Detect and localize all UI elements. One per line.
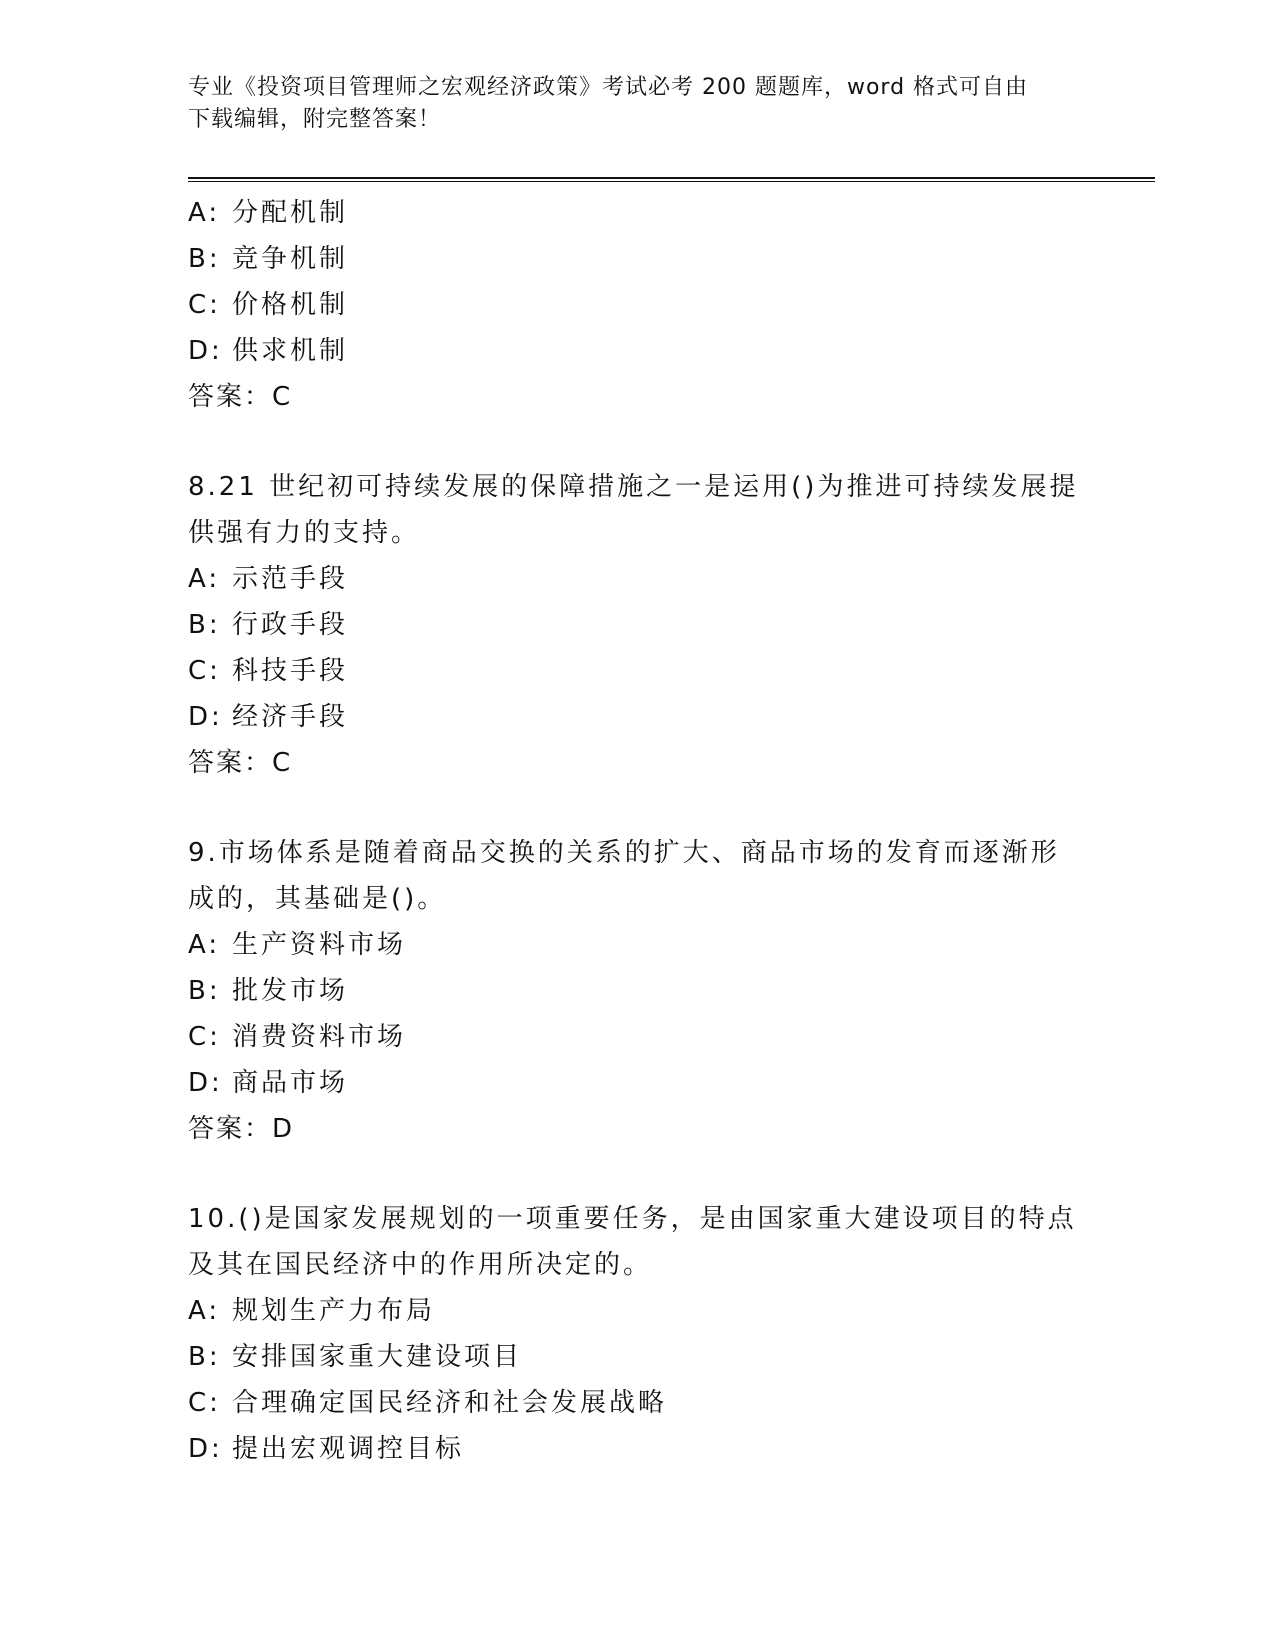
- option-a: [188, 922, 1088, 968]
- option-d: [188, 1060, 1088, 1106]
- option-c: [188, 282, 1088, 328]
- option-text: 示范手段: [232, 564, 349, 594]
- document-header: [188, 72, 1068, 136]
- option-b: [188, 236, 1088, 282]
- option-text: 合理确定国民经济和社会发展战略: [232, 1388, 668, 1418]
- option-text: 分配机制: [232, 198, 349, 228]
- question-stem-line-1: 8.21 世纪初可持续发展的保障措施之一是运用()为推进可持续发展提: [188, 472, 1079, 502]
- option-text: 提出宏观调控目标: [232, 1434, 465, 1464]
- option-b: [188, 1334, 1088, 1380]
- option-letter: D:: [188, 1068, 223, 1098]
- option-letter: B:: [188, 244, 221, 274]
- answer-line: 答案：D: [188, 1114, 295, 1144]
- option-letter: B:: [188, 610, 221, 640]
- option-d: [188, 328, 1088, 374]
- question-9: [188, 830, 1088, 1152]
- option-letter: A:: [188, 564, 221, 594]
- option-d: [188, 694, 1088, 740]
- option-letter: C:: [188, 656, 221, 686]
- header-line-2: 下载编辑，附完整答案！: [188, 107, 442, 132]
- option-text: 批发市场: [232, 976, 349, 1006]
- spacer: [188, 786, 1088, 830]
- option-text: 规划生产力布局: [232, 1296, 436, 1326]
- option-text: 商品市场: [232, 1068, 349, 1098]
- option-c: [188, 1380, 1088, 1426]
- answer-line: 答案：C: [188, 748, 293, 778]
- option-a: [188, 1288, 1088, 1334]
- option-text: 价格机制: [232, 290, 349, 320]
- option-text: 科技手段: [232, 656, 349, 686]
- question-content: [188, 190, 1088, 1472]
- question-10: [188, 1196, 1088, 1472]
- option-text: 供求机制: [232, 336, 349, 366]
- option-a: [188, 556, 1088, 602]
- option-b: [188, 602, 1088, 648]
- question-7: [188, 190, 1088, 420]
- option-letter: B:: [188, 1342, 221, 1372]
- option-text: 行政手段: [232, 610, 349, 640]
- option-letter: A:: [188, 198, 221, 228]
- header-rule-thin: [188, 181, 1155, 182]
- option-a: [188, 190, 1088, 236]
- question-stem-line-2: 供强有力的支持。: [188, 518, 421, 548]
- header-line-1: 专业《投资项目管理师之宏观经济政策》考试必考 200 题题库，word 格式可自由: [188, 75, 1029, 100]
- option-letter: A:: [188, 1296, 221, 1326]
- question-8: [188, 464, 1088, 786]
- header-rule-thick: [188, 177, 1155, 179]
- option-letter: C:: [188, 1022, 221, 1052]
- option-letter: B:: [188, 976, 221, 1006]
- option-text: 消费资料市场: [232, 1022, 407, 1052]
- option-letter: D:: [188, 336, 223, 366]
- question-stem-line-1: 9.市场体系是随着商品交换的关系的扩大、商品市场的发育而逐渐形: [188, 838, 1060, 868]
- option-letter: C:: [188, 290, 221, 320]
- option-letter: D:: [188, 1434, 223, 1464]
- question-stem-line-2: 及其在国民经济中的作用所决定的。: [188, 1250, 653, 1280]
- option-b: [188, 968, 1088, 1014]
- option-letter: A:: [188, 930, 221, 960]
- option-letter: D:: [188, 702, 223, 732]
- option-d: [188, 1426, 1088, 1472]
- option-text: 生产资料市场: [232, 930, 407, 960]
- option-text: 竞争机制: [232, 244, 349, 274]
- spacer: [188, 1152, 1088, 1196]
- question-stem-line-1: 10.()是国家发展规划的一项重要任务，是由国家重大建设项目的特点: [188, 1204, 1077, 1234]
- option-c: [188, 1014, 1088, 1060]
- option-letter: C:: [188, 1388, 221, 1418]
- question-stem-line-2: 成的，其基础是()。: [188, 884, 447, 914]
- spacer: [188, 420, 1088, 464]
- option-text: 安排国家重大建设项目: [232, 1342, 523, 1372]
- option-c: [188, 648, 1088, 694]
- answer-line: 答案：C: [188, 382, 293, 412]
- option-text: 经济手段: [232, 702, 349, 732]
